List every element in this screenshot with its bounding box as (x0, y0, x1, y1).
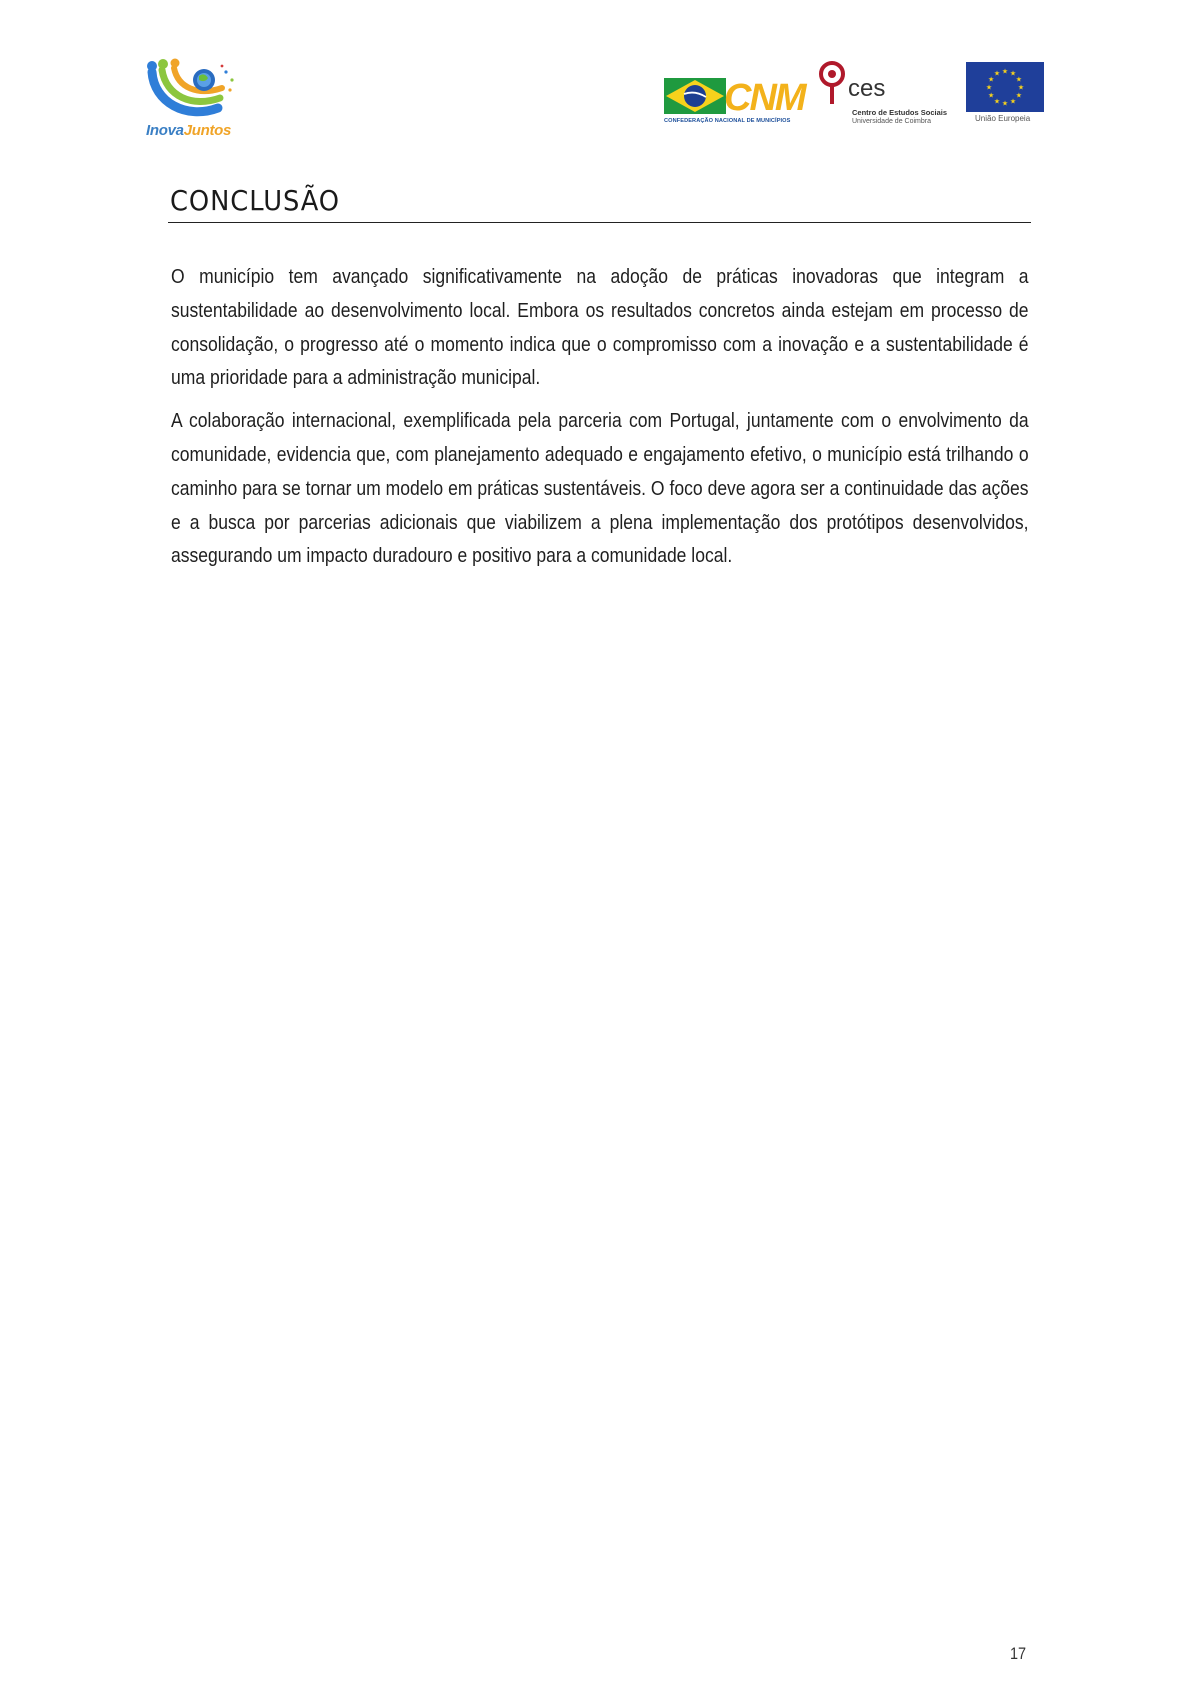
brazil-flag-icon (664, 72, 726, 118)
eu-star-icon: ★ (987, 92, 995, 100)
eu-star-icon: ★ (993, 98, 1001, 106)
ces-wordmark: ces (848, 75, 886, 102)
paragraph: O município tem avançado significativamente na adoção de práticas inovadoras que integram a sustentabilidade ao desenvolvimento local. Embora os resultados concretos ainda estejam em processo de consolidação, o progresso até o momento indica que o compromisso com a inovação e a sustentabilidade é uma prioridade para a administração municipal. (171, 265, 1029, 390)
eu-star-icon: ★ (1015, 76, 1023, 84)
inova-juntos-wordmark (146, 122, 231, 139)
eu-star-icon: ★ (1009, 70, 1017, 78)
section-title: CONCLUSÃO (170, 184, 340, 217)
body-text (171, 260, 1029, 582)
ces-logo (818, 60, 948, 130)
eu-star-icon: ★ (993, 70, 1001, 78)
eu-star-icon: ★ (985, 84, 993, 92)
eu-flag-icon (966, 62, 1044, 112)
eu-logo (966, 62, 1046, 128)
inova-juntos-emblem (146, 58, 246, 124)
ces-caption-line1: Centro de Estudos Sociais (852, 108, 948, 117)
juntos-wordmark-part2: Juntos (183, 122, 232, 139)
eu-star-icon: ★ (1001, 68, 1009, 76)
eu-star-icon: ★ (1015, 92, 1023, 100)
cnm-logo (664, 72, 805, 128)
eu-star-icon: ★ (1009, 98, 1017, 106)
page-number: 17 (1010, 1644, 1027, 1663)
title-divider (168, 222, 1031, 223)
cnm-wordmark: CNM (724, 77, 805, 119)
ces-caption-line2: Universidade de Coimbra (852, 118, 931, 125)
paragraph: A colaboração internacional, exemplificada pela parceria com Portugal, juntamente com o envolvimento da comunidade, evidencia que, com planejamento adequado e engajamento efetivo, o município está trilhando o caminho para se tornar um modelo em práticas sustentáveis. O foco deve agora ser a continuidade das ações e a busca por parcerias adicionais que viabilizem a plena implementação dos protótipos desenvolvidos, assegurando um impacto duradouro e positivo para a comunidade local. (171, 409, 1029, 568)
cnm-caption: CONFEDERAÇÃO NACIONAL DE MUNICÍPIOS (664, 118, 791, 124)
inova-juntos-logo (146, 58, 246, 142)
eu-caption: União Europeia (975, 114, 1031, 123)
inova-wordmark-part1: Inova (146, 122, 184, 139)
eu-star-icon: ★ (987, 76, 995, 84)
ces-emblem-icon (818, 60, 848, 108)
eu-star-icon: ★ (1001, 100, 1009, 108)
eu-star-icon: ★ (1017, 84, 1025, 92)
